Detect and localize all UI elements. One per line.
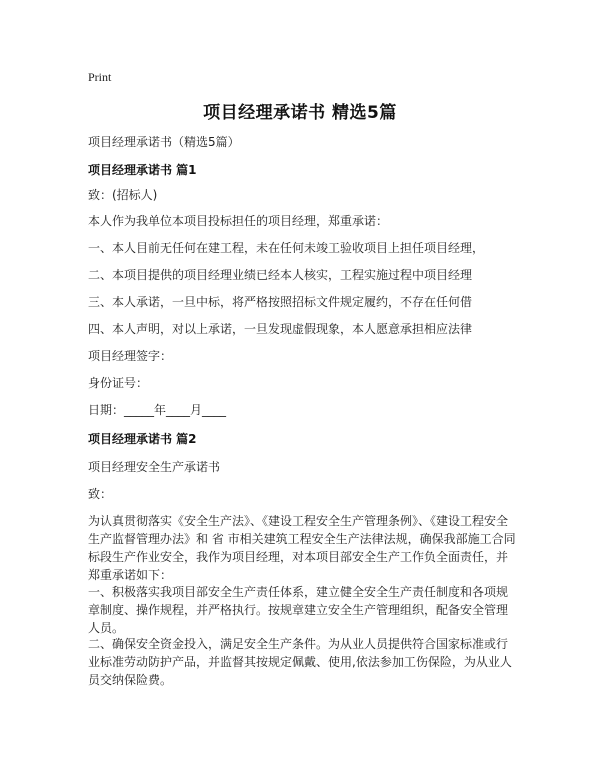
promise-item-2: 二、本项目提供的项目经理业绩已经本人核实，工程实施过程中项目经理 [88,268,473,282]
section2-subtitle: 项目经理安全生产承诺书 [88,460,221,474]
promise-item-4: 四、本人声明，对以上承诺，一旦发现虚假现象，本人愿意承担相应法律 [88,322,473,336]
print-link[interactable]: Print [88,70,112,84]
intro-line: 本人作为我单位本项目投标担任的项目经理，郑重承诺： [88,214,389,228]
document-subtitle: 项目经理承诺书（精选5篇） [88,135,240,149]
promise-item-1: 一、本人目前无任何在建工程，未在任何未竣工验收项目上担任项目经理， [88,241,485,255]
promise-item-3: 三、本人承诺，一旦中标，将严格按照招标文件规定履约，不存在任何借 [88,295,473,309]
section-heading-2: 项目经理承诺书 篇2 [88,432,197,446]
section-heading-1: 项目经理承诺书 篇1 [88,163,197,177]
paragraph-1: 为认真贯彻落实《安全生产法》、《建设工程安全生产管理条例》、《建设工程安全生产监督管理办法》和 省 市相关建筑工程安全生产法律法规，确保我部施工合同标段生产作业安全，我作为项目经理，对本项目部安全生产工作负全面责任，并郑重承诺如下： [88,514,516,582]
id-number-field: 身份证号： [88,376,149,390]
addressee-line-2: 致： [88,487,113,501]
signature-field: 项目经理签字： [88,349,173,363]
addressee-line: 致：(招标人) [88,188,158,202]
paragraph-3: 二、确保安全资金投入，满足安全生产条件。为从业人员提供符合国家标准或行业标准劳动防护产品，并监督其按规定佩戴、使用,依法参加工伤保险，为从业人员交纳保险费。 [88,637,512,687]
document-title: 项目经理承诺书 精选5篇 [203,103,397,123]
paragraph-2: 一、积极落实我项目部安全生产责任体系，建立健全安全生产责任制度和各项规章制度、操作规程，并严格执行。按规章建立安全生产管理组织，配备安全管理人员。 [88,585,509,635]
date-field: 日期：_____年____月____ [88,403,227,417]
